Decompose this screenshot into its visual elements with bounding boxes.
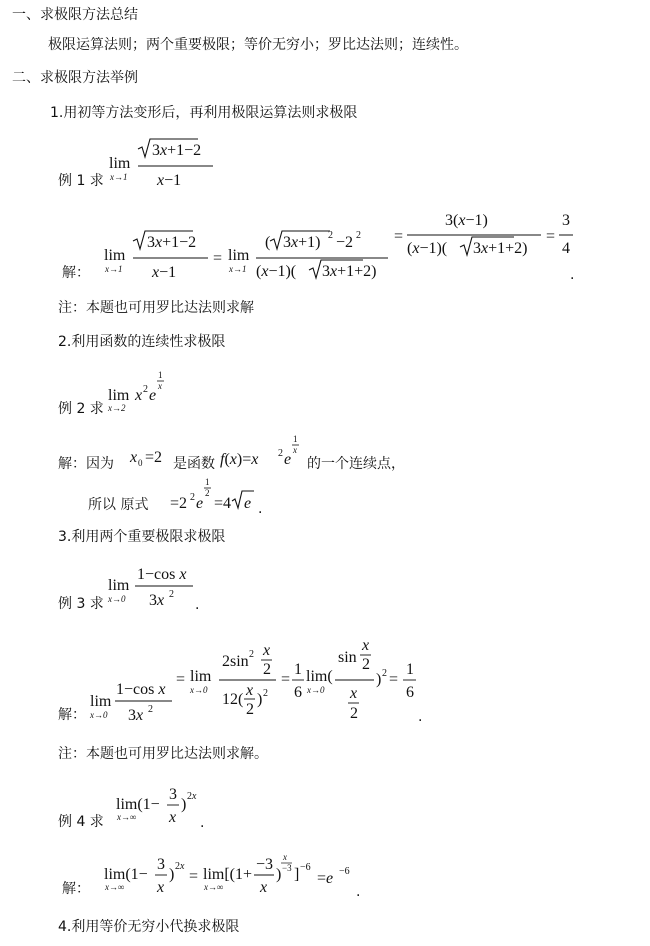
method-1-title: 1.用初等方法变形后，再利用极限运算法则求极限 xyxy=(50,105,358,121)
svg-text:=4: =4 xyxy=(214,495,232,512)
svg-text:2: 2 xyxy=(356,230,361,241)
svg-text:x→0: x→0 xyxy=(307,685,325,695)
svg-text:2: 2 xyxy=(278,448,283,459)
solution-2-fx xyxy=(218,428,308,478)
svg-text:3(x−1): 3(x−1) xyxy=(445,212,488,229)
svg-text:x: x xyxy=(293,445,297,455)
svg-text:2: 2 xyxy=(143,384,148,395)
svg-text:2: 2 xyxy=(263,688,268,699)
section-heading-1: 一、求极限方法总结 xyxy=(12,7,138,23)
svg-text:2: 2 xyxy=(263,661,271,678)
svg-text:): ) xyxy=(276,866,282,883)
svg-text:−6: −6 xyxy=(300,862,311,873)
svg-text:lim: lim xyxy=(190,668,212,685)
svg-text:=: = xyxy=(176,671,186,688)
summary-text: 极限运算法则；两个重要极限；等价无穷小；罗比达法则；连续性。 xyxy=(48,37,468,53)
solution-3-label: 解： xyxy=(58,707,86,723)
svg-text:x: x xyxy=(130,449,138,466)
svg-text:e: e xyxy=(284,451,292,468)
solution-4-formula xyxy=(102,845,372,905)
svg-text:x: x xyxy=(362,637,370,654)
solution-2-x0 xyxy=(128,440,173,475)
svg-text:lim: lim xyxy=(228,247,250,264)
example-3-label: 例 3 求 xyxy=(58,596,104,612)
svg-text:2x: 2x xyxy=(187,791,197,802)
solution-1-formula xyxy=(100,205,580,285)
svg-text:x: x xyxy=(263,642,271,659)
svg-text:x→∞: x→∞ xyxy=(117,812,137,822)
svg-text:2: 2 xyxy=(205,488,210,498)
svg-text:=2: =2 xyxy=(170,495,188,512)
svg-text:2: 2 xyxy=(190,492,195,503)
svg-text:−3: −3 xyxy=(282,863,292,873)
svg-text:2: 2 xyxy=(249,649,254,660)
svg-text:x→1: x→1 xyxy=(110,172,128,182)
svg-text:−2: −2 xyxy=(336,234,354,251)
solution-2-because: 解：因为 xyxy=(58,456,114,472)
svg-text:e: e xyxy=(149,387,157,404)
svg-text:lim(1−: lim(1− xyxy=(116,796,160,813)
svg-text:3x+1): 3x+1) xyxy=(283,234,321,251)
svg-text:3: 3 xyxy=(169,786,177,803)
svg-text:(x−1)(: (x−1)( xyxy=(256,263,297,280)
svg-text:x: x xyxy=(260,879,268,896)
svg-text:2: 2 xyxy=(148,704,153,715)
solution-3-formula xyxy=(86,636,426,731)
svg-text:x: x xyxy=(246,682,254,699)
svg-text:e: e xyxy=(244,495,252,512)
svg-text:(: ( xyxy=(265,234,271,251)
example-4-formula xyxy=(114,778,204,833)
solution-2-result xyxy=(168,476,263,521)
svg-text:3x+1+2): 3x+1+2) xyxy=(322,263,377,280)
example-4-label: 例 4 求 xyxy=(58,814,104,830)
svg-text:2: 2 xyxy=(169,589,174,600)
example-1-label: 例 1 求 xyxy=(58,173,104,189)
solution-1-period: . xyxy=(570,267,575,283)
svg-text:x: x xyxy=(135,387,143,404)
svg-text:lim: lim xyxy=(108,577,130,594)
svg-text:=2: =2 xyxy=(145,449,163,466)
svg-text:x: x xyxy=(157,879,165,896)
svg-text:x→∞: x→∞ xyxy=(204,882,224,892)
svg-text:(x−1)(: (x−1)( xyxy=(407,240,448,257)
example-1-formula xyxy=(105,138,225,203)
svg-text:=: = xyxy=(389,671,399,688)
svg-text:−6: −6 xyxy=(339,866,350,877)
example-4-period: . xyxy=(200,815,205,831)
svg-text:x: x xyxy=(283,852,287,862)
svg-text:lim[(1+: lim[(1+ xyxy=(203,866,253,883)
svg-text:x−1: x−1 xyxy=(157,172,182,189)
svg-text:0: 0 xyxy=(138,458,143,468)
svg-text:x→2: x→2 xyxy=(108,403,126,413)
svg-text:3: 3 xyxy=(562,212,570,229)
svg-text:=: = xyxy=(546,228,556,245)
svg-text:2: 2 xyxy=(382,668,387,679)
svg-text:1: 1 xyxy=(406,661,414,678)
svg-text:2sin: 2sin xyxy=(222,653,249,670)
svg-text:6: 6 xyxy=(294,684,302,701)
svg-text:3x+1−2: 3x+1−2 xyxy=(152,142,202,159)
note-1: 注：本题也可用罗比达法则求解 xyxy=(58,300,254,316)
svg-text:−3: −3 xyxy=(256,856,274,873)
svg-text:3x: 3x xyxy=(128,707,144,724)
svg-text:1: 1 xyxy=(158,370,163,380)
svg-text:lim: lim xyxy=(90,693,112,710)
solution-2-is-func: 是函数 xyxy=(173,456,215,472)
svg-text:x: x xyxy=(350,685,358,702)
svg-text:2x: 2x xyxy=(175,861,185,872)
svg-text:1−cos x: 1−cos x xyxy=(137,566,187,583)
svg-text:6: 6 xyxy=(406,684,414,701)
svg-text:): ) xyxy=(376,671,382,688)
svg-text:1: 1 xyxy=(293,434,298,444)
svg-text:x→0: x→0 xyxy=(90,710,108,720)
svg-text:x→1: x→1 xyxy=(229,264,247,274)
svg-text:2: 2 xyxy=(246,701,254,718)
svg-text:3x: 3x xyxy=(149,592,165,609)
solution-1-label: 解： xyxy=(62,265,90,281)
svg-text:x→0: x→0 xyxy=(108,594,126,604)
svg-text:e: e xyxy=(196,495,204,512)
svg-text:lim: lim xyxy=(104,247,126,264)
svg-text:x: x xyxy=(158,381,162,391)
solution-2-period: . xyxy=(258,501,263,517)
svg-text:4: 4 xyxy=(562,240,570,257)
svg-text:]: ] xyxy=(294,866,300,883)
example-2-formula xyxy=(105,366,175,421)
svg-text:): ) xyxy=(181,796,187,813)
svg-text:=: = xyxy=(394,228,404,245)
solution-2-cont-point: 的一个连续点， xyxy=(307,456,405,472)
example-3-formula xyxy=(105,562,200,617)
svg-text:lim: lim xyxy=(108,387,130,404)
example-3-period: . xyxy=(195,597,200,613)
svg-text:x: x xyxy=(169,809,177,826)
solution-3-period: . xyxy=(418,709,423,725)
svg-text:lim(1−: lim(1− xyxy=(104,866,148,883)
solution-4-period: . xyxy=(356,884,361,900)
svg-text:sin: sin xyxy=(338,649,357,666)
svg-text:lim: lim xyxy=(109,155,131,172)
svg-text:f(x)=x: f(x)=x xyxy=(220,451,259,468)
method-2-title: 2.利用函数的连续性求极限 xyxy=(58,334,226,350)
svg-text:1−cos x: 1−cos x xyxy=(116,681,166,698)
svg-text:lim(: lim( xyxy=(306,668,333,685)
svg-text:3: 3 xyxy=(157,856,165,873)
svg-text:3x+1−2: 3x+1−2 xyxy=(147,234,197,251)
method-3-title: 3.利用两个重要极限求极限 xyxy=(58,529,226,545)
svg-text:x→1: x→1 xyxy=(105,264,123,274)
note-3: 注：本题也可用罗比达法则求解。 xyxy=(58,746,268,762)
svg-text:): ) xyxy=(169,866,175,883)
svg-text:x→∞: x→∞ xyxy=(105,882,125,892)
svg-text:2: 2 xyxy=(328,230,333,241)
svg-text:x−1: x−1 xyxy=(152,264,177,281)
method-4-title: 4.利用等价无穷小代换求极限 xyxy=(58,919,240,935)
svg-text:2: 2 xyxy=(350,705,358,722)
svg-text:1: 1 xyxy=(205,477,210,487)
svg-text:=: = xyxy=(281,671,291,688)
svg-text:=: = xyxy=(213,250,223,267)
svg-text:): ) xyxy=(257,691,263,708)
svg-text:=e: =e xyxy=(317,870,334,887)
example-2-label: 例 2 求 xyxy=(58,401,104,417)
solution-4-label: 解： xyxy=(62,881,90,897)
section-heading-2: 二、求极限方法举例 xyxy=(12,70,138,86)
svg-text:x→0: x→0 xyxy=(190,685,208,695)
svg-text:=: = xyxy=(189,868,199,885)
solution-2-so: 所以 原式 xyxy=(88,497,149,513)
svg-text:12(: 12( xyxy=(222,691,244,708)
svg-text:1: 1 xyxy=(294,661,302,678)
svg-text:3x+1+2): 3x+1+2) xyxy=(473,240,528,257)
svg-text:2: 2 xyxy=(362,656,370,673)
